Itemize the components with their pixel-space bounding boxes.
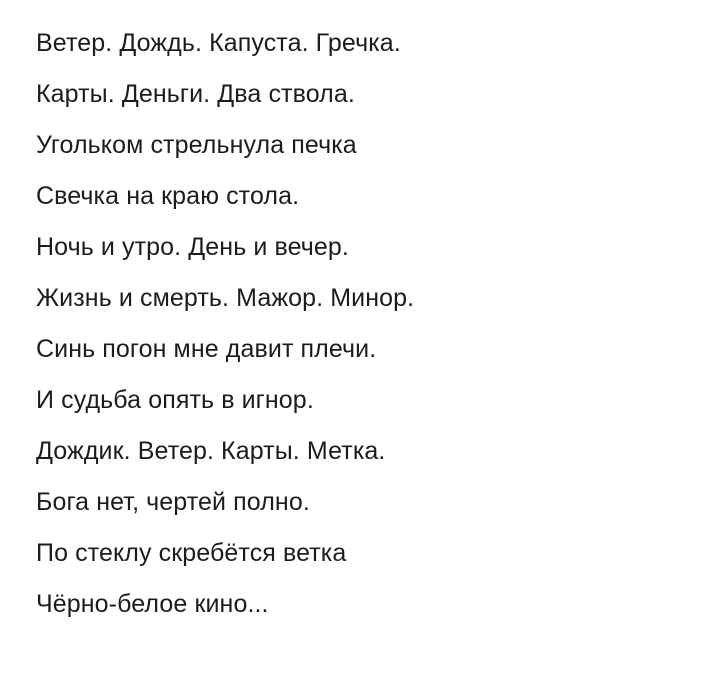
poem-line: Карты. Деньги. Два ствола. [36,80,355,108]
poem-line: Жизнь и смерть. Мажор. Минор. [36,284,415,312]
poem-line: Бога нет, чертей полно. [36,488,310,516]
poem-line: Ночь и утро. День и вечер. [36,233,349,261]
poem-line: Угольком стрельнула печка [36,131,357,159]
poem-line: Свечка на краю стола. [36,182,300,210]
poem-line: Чёрно-белое кино... [36,590,269,618]
poem-line: По стеклу скребётся ветка [36,539,347,567]
poem-line: Ветер. Дождь. Капуста. Гречка. [36,29,401,57]
poem-line: И судьба опять в игнор. [36,386,314,414]
poem-line: Синь погон мне давит плечи. [36,335,377,363]
poem-line: Дождик. Ветер. Карты. Метка. [36,437,386,465]
